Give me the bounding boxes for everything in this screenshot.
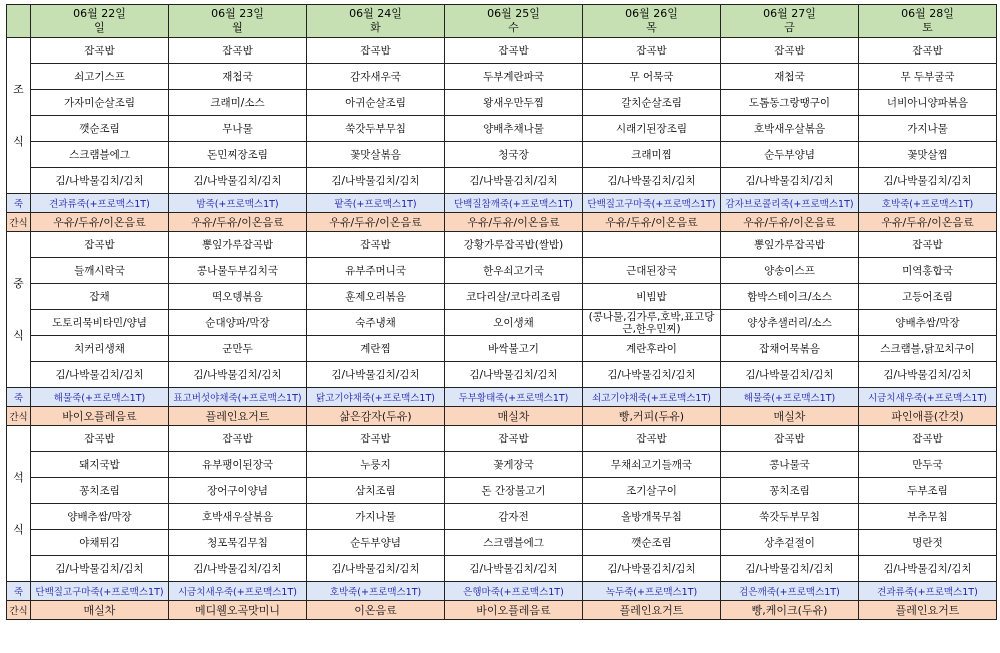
snack-cell: 매실차 [721,407,859,426]
snack-cell: 우유/두유/이온음료 [859,213,997,232]
porridge-cell: 닭고기야채죽(+프로맥스1T) [307,388,445,407]
menu-cell: 김/나박물김치/김치 [721,556,859,582]
table-row [7,530,997,556]
day-header: 06월 27일 금 [721,5,859,38]
menu-cell: 돈민찌장조림 [169,142,307,168]
snack-cell: 플레인요거트 [169,407,307,426]
menu-cell: 잡곡밥 [307,232,445,258]
menu-cell: 감자새우국 [307,64,445,90]
menu-cell: 김/나박물김치/김치 [445,556,583,582]
porridge-cell: 녹두죽(+프로맥스1T) [583,582,721,601]
menu-cell: 호박새우살볶음 [169,504,307,530]
menu-cell: 김/나박물김치/김치 [307,362,445,388]
menu-cell: 청국장 [445,142,583,168]
porridge-cell: 감자브로콜리죽(+프로맥스1T) [721,194,859,213]
table-row [7,504,997,530]
snack-cell: 우유/두유/이온음료 [721,213,859,232]
menu-cell: 스크램블,닭꼬치구이 [859,336,997,362]
menu-cell: 뽕잎가루잡곡밥 [721,232,859,258]
menu-cell: 재첩국 [169,64,307,90]
menu-cell: 한우쇠고기국 [445,258,583,284]
menu-cell: 크래미/소스 [169,90,307,116]
porridge-cell: 시금치새우죽(+프로맥스1T) [859,388,997,407]
menu-cell: 삼치조림 [307,478,445,504]
menu-cell: 잡곡밥 [445,38,583,64]
menu-cell: 재첩국 [721,64,859,90]
snack-row [7,213,997,232]
snack-cell: 우유/두유/이온음료 [445,213,583,232]
menu-cell: 잡곡밥 [169,426,307,452]
menu-cell: 깻순조림 [583,530,721,556]
table-row [7,258,997,284]
meal-plan [6,4,994,620]
menu-cell: (콩나물,김가루,호박,표고당근,한우민찌) [583,310,721,336]
porridge-cell: 시금치새우죽(+프로맥스1T) [169,582,307,601]
porridge-cell: 단백질고구마죽(+프로맥스1T) [583,194,721,213]
menu-cell: 군만두 [169,336,307,362]
menu-cell: 김/나박물김치/김치 [859,168,997,194]
menu-cell: 김/나박물김치/김치 [169,168,307,194]
menu-cell: 김/나박물김치/김치 [859,556,997,582]
menu-cell: 갈치순살조림 [583,90,721,116]
menu-cell: 상추겉절이 [721,530,859,556]
table-row [7,362,997,388]
day-header: 06월 24일 화 [307,5,445,38]
menu-cell: 무나물 [169,116,307,142]
menu-cell: 아귀순살조림 [307,90,445,116]
menu-cell: 쑥갓두부무침 [307,116,445,142]
table-row [7,336,997,362]
menu-cell: 양배추쌈/막장 [31,504,169,530]
snack-cell: 우유/두유/이온음료 [583,213,721,232]
menu-cell: 잡곡밥 [721,426,859,452]
porridge-cell: 견과류죽(+프로맥스1T) [859,582,997,601]
table-row [7,168,997,194]
menu-cell: 스크램블에그 [445,530,583,556]
porridge-cell: 밤죽(+프로맥스1T) [169,194,307,213]
porridge-cell: 해물죽(+프로맥스1T) [721,388,859,407]
menu-cell: 김/나박물김치/김치 [307,168,445,194]
snack-label: 간식 [7,213,31,232]
menu-cell: 유부팽이된장국 [169,452,307,478]
menu-cell: 순두부양념 [307,530,445,556]
menu-cell: 조기살구이 [583,478,721,504]
menu-cell: 양상추샐러리/소스 [721,310,859,336]
menu-cell: 김/나박물김치/김치 [859,362,997,388]
snack-row [7,601,997,620]
menu-cell: 고등어조림 [859,284,997,310]
menu-cell: 잡채 [31,284,169,310]
menu-cell: 코다리살/코다리조림 [445,284,583,310]
menu-cell: 비빔밥 [583,284,721,310]
porridge-cell: 호박죽(+프로맥스1T) [307,582,445,601]
snack-label: 간식 [7,407,31,426]
snack-label: 간식 [7,601,31,620]
snack-cell: 빵,케이크(두유) [721,601,859,620]
menu-cell: 가자미순살조림 [31,90,169,116]
menu-cell: 잡곡밥 [169,38,307,64]
menu-cell: 감자전 [445,504,583,530]
table-row [7,142,997,168]
menu-cell: 청포묵김무침 [169,530,307,556]
menu-cell: 들깨시락국 [31,258,169,284]
menu-cell: 꽃맛살볶음 [307,142,445,168]
day-header: 06월 22일 일 [31,5,169,38]
snack-cell: 메디웰오곡맛미니 [169,601,307,620]
porridge-cell: 은행마죽(+프로맥스1T) [445,582,583,601]
menu-cell: 양송이스프 [721,258,859,284]
menu-cell: 김/나박물김치/김치 [31,556,169,582]
table-row [7,284,997,310]
menu-cell: 김/나박물김치/김치 [445,168,583,194]
day-header: 06월 28일 토 [859,5,997,38]
porridge-cell: 쇠고기야채죽(+프로맥스1T) [583,388,721,407]
menu-cell: 계란찜 [307,336,445,362]
table-row [7,116,997,142]
menu-cell: 쑥갓두부무침 [721,504,859,530]
meal-label-breakfast: 조 식 [7,38,31,194]
table-row [7,426,997,452]
menu-cell: 근대된장국 [583,258,721,284]
porridge-row [7,582,997,601]
menu-cell: 무 어묵국 [583,64,721,90]
table-row [7,478,997,504]
menu-cell: 바싹불고기 [445,336,583,362]
menu-cell: 너비아니양파볶음 [859,90,997,116]
menu-cell: 김/나박물김치/김치 [583,556,721,582]
menu-cell: 무 두부굴국 [859,64,997,90]
menu-cell: 두부계란파국 [445,64,583,90]
menu-cell: 깻순조림 [31,116,169,142]
menu-cell: 치커리생채 [31,336,169,362]
menu-cell: 명란젓 [859,530,997,556]
header-row [7,5,997,38]
menu-cell: 김/나박물김치/김치 [721,168,859,194]
menu-cell: 두부조림 [859,478,997,504]
menu-cell: 돈 간장불고기 [445,478,583,504]
menu-cell: 유부주머니국 [307,258,445,284]
menu-cell: 부추무침 [859,504,997,530]
porridge-row [7,194,997,213]
menu-cell: 함박스테이크/소스 [721,284,859,310]
menu-cell: 도토리묵비타민/양념 [31,310,169,336]
snack-cell: 바이오플레음료 [31,407,169,426]
menu-cell: 잡곡밥 [859,426,997,452]
snack-cell: 삶은감자(두유) [307,407,445,426]
menu-cell: 잡곡밥 [859,38,997,64]
menu-cell: 야채튀김 [31,530,169,556]
menu-cell: 김/나박물김치/김치 [169,556,307,582]
menu-cell: 김/나박물김치/김치 [31,168,169,194]
meal-label-lunch: 중 식 [7,232,31,388]
snack-cell: 이온음료 [307,601,445,620]
menu-cell: 시래기된장조림 [583,116,721,142]
menu-cell: 쇠고기스프 [31,64,169,90]
porridge-cell: 팥죽(+프로맥스1T) [307,194,445,213]
menu-cell: 콩나물국 [721,452,859,478]
menu-cell: 꽁치조림 [31,478,169,504]
table-row [7,64,997,90]
snack-cell: 우유/두유/이온음료 [31,213,169,232]
weekly-meal-table [6,4,997,620]
table-row [7,452,997,478]
menu-cell: 잡곡밥 [31,232,169,258]
menu-cell: 잡곡밥 [583,38,721,64]
porridge-cell: 두부황태죽(+프로맥스1T) [445,388,583,407]
meal-label-dinner: 석 식 [7,426,31,582]
porridge-label: 죽 [7,582,31,601]
menu-cell: 양배추채나물 [445,116,583,142]
menu-cell: 장어구이양념 [169,478,307,504]
menu-cell: 잡곡밥 [721,38,859,64]
menu-cell: 왕새우만두찜 [445,90,583,116]
table-row [7,556,997,582]
table-row [7,90,997,116]
menu-cell: 잡곡밥 [31,426,169,452]
menu-cell: 잡곡밥 [445,426,583,452]
snack-cell: 파인애플(간것) [859,407,997,426]
menu-cell [583,232,721,258]
menu-cell: 가지나물 [307,504,445,530]
porridge-cell: 표고버섯야채죽(+프로맥스1T) [169,388,307,407]
menu-cell: 크래미찜 [583,142,721,168]
day-header: 06월 26일 목 [583,5,721,38]
menu-cell: 돼지국밥 [31,452,169,478]
menu-cell: 김/나박물김치/김치 [721,362,859,388]
menu-cell: 잡곡밥 [583,426,721,452]
menu-cell: 순두부양념 [721,142,859,168]
menu-cell: 콩나물두부김치국 [169,258,307,284]
menu-cell: 양배추쌈/막장 [859,310,997,336]
menu-cell: 도톰동그랑땡구이 [721,90,859,116]
menu-cell: 잡곡밥 [307,38,445,64]
menu-cell: 강황가루잡곡밥(쌀밥) [445,232,583,258]
table-row [7,232,997,258]
snack-cell: 우유/두유/이온음료 [307,213,445,232]
menu-cell: 뽕잎가루잡곡밥 [169,232,307,258]
menu-cell: 꽃맛살찜 [859,142,997,168]
menu-cell: 잡곡밥 [31,38,169,64]
menu-cell: 훈제오리볶음 [307,284,445,310]
corner-cell [7,5,31,38]
porridge-cell: 검은깨죽(+프로맥스1T) [721,582,859,601]
menu-cell: 김/나박물김치/김치 [445,362,583,388]
snack-cell: 매실차 [445,407,583,426]
snack-cell: 우유/두유/이온음료 [169,213,307,232]
snack-cell: 매실차 [31,601,169,620]
menu-cell: 김/나박물김치/김치 [583,168,721,194]
menu-cell: 미역홍합국 [859,258,997,284]
day-header: 06월 25일 수 [445,5,583,38]
porridge-label: 죽 [7,388,31,407]
porridge-cell: 단백질고구마죽(+프로맥스1T) [31,582,169,601]
menu-cell: 계란후라이 [583,336,721,362]
menu-cell: 떡오뎅볶음 [169,284,307,310]
menu-cell: 숙주냉채 [307,310,445,336]
snack-cell: 플레인요거트 [859,601,997,620]
snack-cell: 빵,커피(두유) [583,407,721,426]
menu-cell: 김/나박물김치/김치 [31,362,169,388]
porridge-cell: 단백질참깨죽(+프로맥스1T) [445,194,583,213]
menu-cell: 누룽지 [307,452,445,478]
menu-cell: 순대양파/막장 [169,310,307,336]
menu-cell: 호박새우살볶음 [721,116,859,142]
table-row [7,310,997,336]
menu-cell: 무채쇠고기들깨국 [583,452,721,478]
menu-cell: 만두국 [859,452,997,478]
menu-cell: 잡곡밥 [307,426,445,452]
porridge-cell: 호박죽(+프로맥스1T) [859,194,997,213]
snack-row [7,407,997,426]
day-header: 06월 23일 월 [169,5,307,38]
menu-cell: 오이생채 [445,310,583,336]
porridge-label: 죽 [7,194,31,213]
porridge-cell: 해물죽(+프로맥스1T) [31,388,169,407]
menu-cell: 김/나박물김치/김치 [583,362,721,388]
table-row [7,38,997,64]
menu-cell: 김/나박물김치/김치 [169,362,307,388]
menu-cell: 가지나물 [859,116,997,142]
menu-cell: 잡채어묵볶음 [721,336,859,362]
menu-cell: 올방개묵무침 [583,504,721,530]
snack-cell: 바이오플레음료 [445,601,583,620]
menu-cell: 스크램블에그 [31,142,169,168]
menu-cell: 김/나박물김치/김치 [307,556,445,582]
snack-cell: 플레인요거트 [583,601,721,620]
porridge-cell: 견과류죽(+프로맥스1T) [31,194,169,213]
menu-cell: 잡곡밥 [859,232,997,258]
porridge-row [7,388,997,407]
menu-cell: 꽁치조림 [721,478,859,504]
menu-cell: 꽃게장국 [445,452,583,478]
